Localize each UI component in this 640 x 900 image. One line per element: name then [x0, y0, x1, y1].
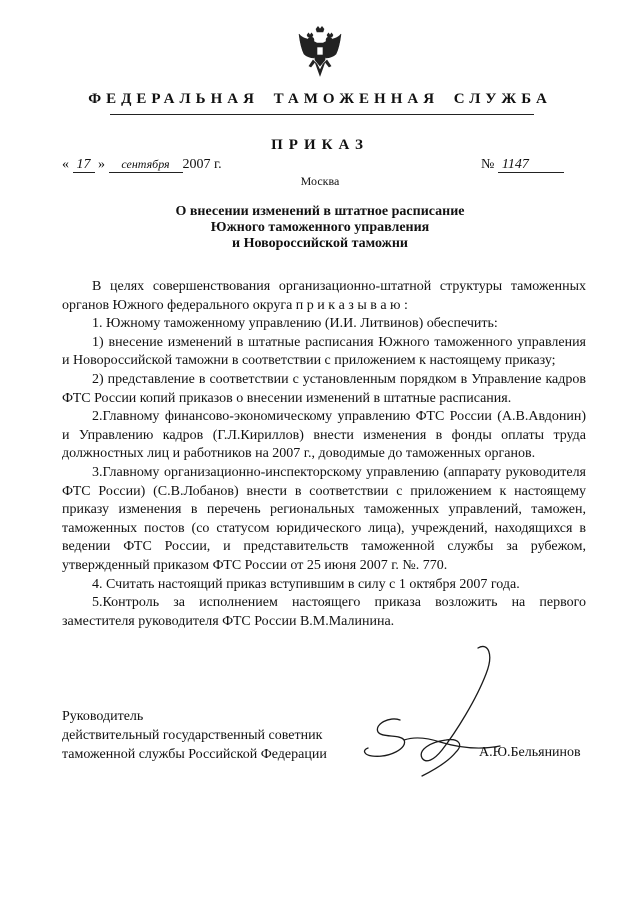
date-year: 2007 г. [182, 157, 222, 172]
order-title [0, 204, 640, 252]
order-title-line: О внесении изменений в штатное расписание [175, 204, 465, 219]
agency-name: ФЕДЕРАЛЬНАЯ ТАМОЖЕННАЯ СЛУЖБА [88, 91, 552, 107]
number-value: 1147 [498, 157, 564, 173]
date-month: сентября [109, 157, 183, 173]
body-paragraph: 2.Главному финансово-экономическому управлению ФТС России (А.В.Авдонин) и Управлению кадров (Г.Л.Кириллов) внести изменения в фонды оплаты труда должностных лиц и работников на 2007 г., доводимые до таможенных органов. [62, 409, 586, 462]
handwritten-signature-icon [360, 640, 520, 795]
date-day: 17 [73, 157, 95, 173]
body-paragraph: 4. Считать настоящий приказ вступившим в силу с 1 октября 2007 года. [92, 576, 520, 592]
order-title-line: и Новороссийской таможни [232, 236, 408, 251]
body-paragraph: 3.Главному организационно-инспекторскому управлению (аппарату руководителя ФТС России) (С.В.Лобанов) внести в соответствии с приложением к настоящему приказу изменения в перечень региональных таможенных управлений, таможен, таможенных постов (со статусом юридического лица), учреждений, находящихся в ведении ФТС России, и представительств таможенной службы за рубежом, утвержденный приказом ФТС России от 25 июня 2007 г. №. 770. [62, 464, 586, 573]
document-type: ПРИКАЗ [271, 137, 369, 153]
order-number [481, 157, 564, 173]
order-title-line: Южного таможенного управления [210, 220, 430, 235]
order-date [62, 157, 222, 173]
header-divider [110, 114, 534, 115]
number-label: № [481, 157, 495, 172]
signatory-title-line: таможенной службы Российской Федерации [62, 747, 327, 762]
signatory-name: А.Ю.Бельянинов [479, 745, 581, 760]
body-paragraph: 5.Контроль за исполнением настоящего приказа возложить на первого заместителя руководителя ФТС России В.М.Малинина. [62, 595, 586, 629]
body-paragraph: 2) представление в соответствии с установленным порядком в Управление кадров ФТС России копий приказов о внесении изменений в штатные расписания. [62, 371, 586, 406]
body-paragraph: 1) внесение изменений в штатные расписания Южного таможенного управления и Новороссийской таможни в соответствии с приложением к настоящему приказу; [62, 334, 586, 369]
date-open-quote: « [62, 157, 69, 172]
body-paragraph: 1. Южному таможенному управлению (И.И. Литвинов) обеспечить: [92, 316, 498, 332]
order-body [62, 278, 586, 631]
double-headed-eagle-icon [297, 26, 343, 78]
signatory-title-line: Руководитель [62, 709, 144, 724]
signatory-title-line: действительный государственный советник [62, 728, 323, 743]
body-paragraph: В целях совершенствования организационно-штатной структуры таможенных органов Южного федерального округа п р и к а з ы в а ю : [62, 279, 586, 313]
signatory-title [62, 707, 327, 764]
date-close-quote: » [98, 157, 105, 172]
city: Москва [300, 174, 340, 188]
